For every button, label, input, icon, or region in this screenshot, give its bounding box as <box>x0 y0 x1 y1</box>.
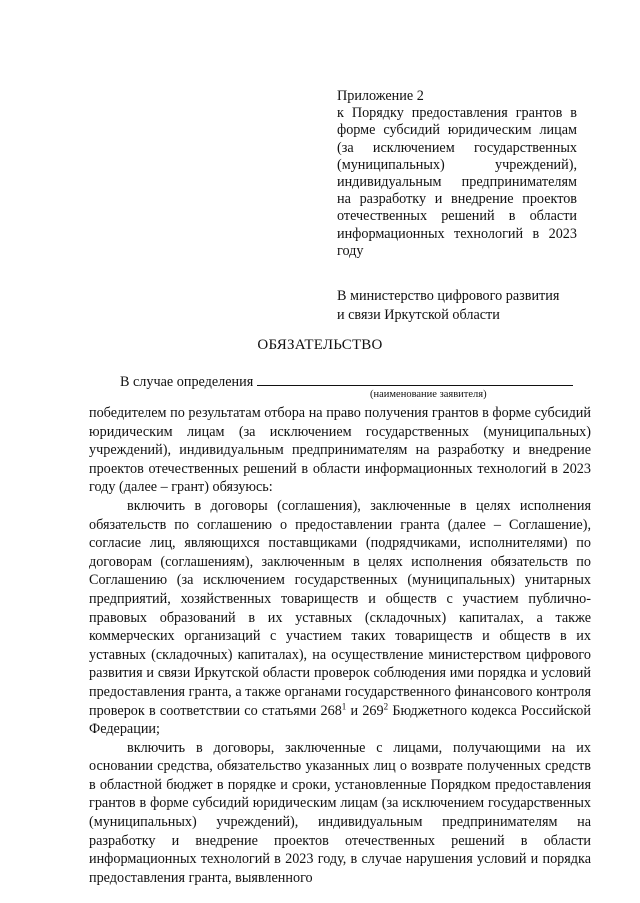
paragraph-3: включить в договоры, заключенные с лицами, получающими на их основании средства, обязательство указанных лиц о возврате полученных средств в областной бюджет в порядке и сроки, установленные Порядком предоставления грантов в форме субсидий юридическим лицам (за исключением государственных (муниципальных) учреждений), индивидуальным предпринимателям на разработку и внедрение проектов отечественных решений в области информационных технологий в 2023 году, в случае нарушения условий и порядка предоставления гранта, выявленного <box>89 739 591 886</box>
document-title: ОБЯЗАТЕЛЬСТВО <box>257 337 383 353</box>
footnote-ref-2: 2 <box>383 700 389 711</box>
addressee-line-1: В министерство цифрового развития <box>337 288 560 304</box>
document-body <box>89 404 591 887</box>
appendix-text: к Порядку предоставления грантов в форме субсидий юридическим лицам (за исключением государственных (муниципальных) учреждений), индивидуальным предпринимателям на разработку и внедрение проектов отечественных решений в области информационных технологий в 2023 году <box>337 105 577 259</box>
appendix-block <box>337 88 577 260</box>
determination-lead: В случае определения <box>120 374 254 390</box>
appendix-title: Приложение 2 <box>337 88 424 104</box>
applicant-name-blank <box>257 371 573 386</box>
applicant-name-hint: (наименование заявителя) <box>370 389 487 400</box>
footnote-ref-1: 1 <box>341 700 347 711</box>
paragraph-2-main: включить в договоры (соглашения), заключенные в целях исполнения обязательств по соглашению о предоставлении гранта (далее – Соглашение), согласие лиц, являющихся поставщиками (подрядчиками, исполнителями) по договорам (соглашениям), заключенным в целях исполнения обязательств по Соглашению (за исключением государственных (муниципальных) унитарных предприятий, хозяйственных товариществ и обществ с участием публично-правовых образований в их уставных (складочных) капиталах, а также коммерческих организаций с участием таких товариществ и обществ в их уставных (складочных) капиталах), на осуществление министерством цифрового развития и связи Иркутской области проверок соблюдения ими порядка и условий предоставления гранта, а также органами государственного финансового контроля проверок в соответствии со статьями 268 <box>89 497 591 719</box>
addressee-line-2: и связи Иркутской области <box>337 306 500 323</box>
addressee-block <box>337 287 587 324</box>
paragraph-1: победителем по результатам отбора на право получения грантов в форме субсидий юридическим лицам (за исключением государственных (муниципальных) учреждений), индивидуальным предпринимателям на разработку и внедрение проектов отечественных решений в области информационных технологий в 2023 году (далее – грант) обязуюсь: <box>89 405 591 496</box>
paragraph-2-mid: и 269 <box>346 702 384 719</box>
paragraph-2 <box>89 497 591 739</box>
paragraph-2-end: Бюджетного кодекса Российской Федерации; <box>89 702 591 738</box>
determination-line <box>120 371 590 391</box>
